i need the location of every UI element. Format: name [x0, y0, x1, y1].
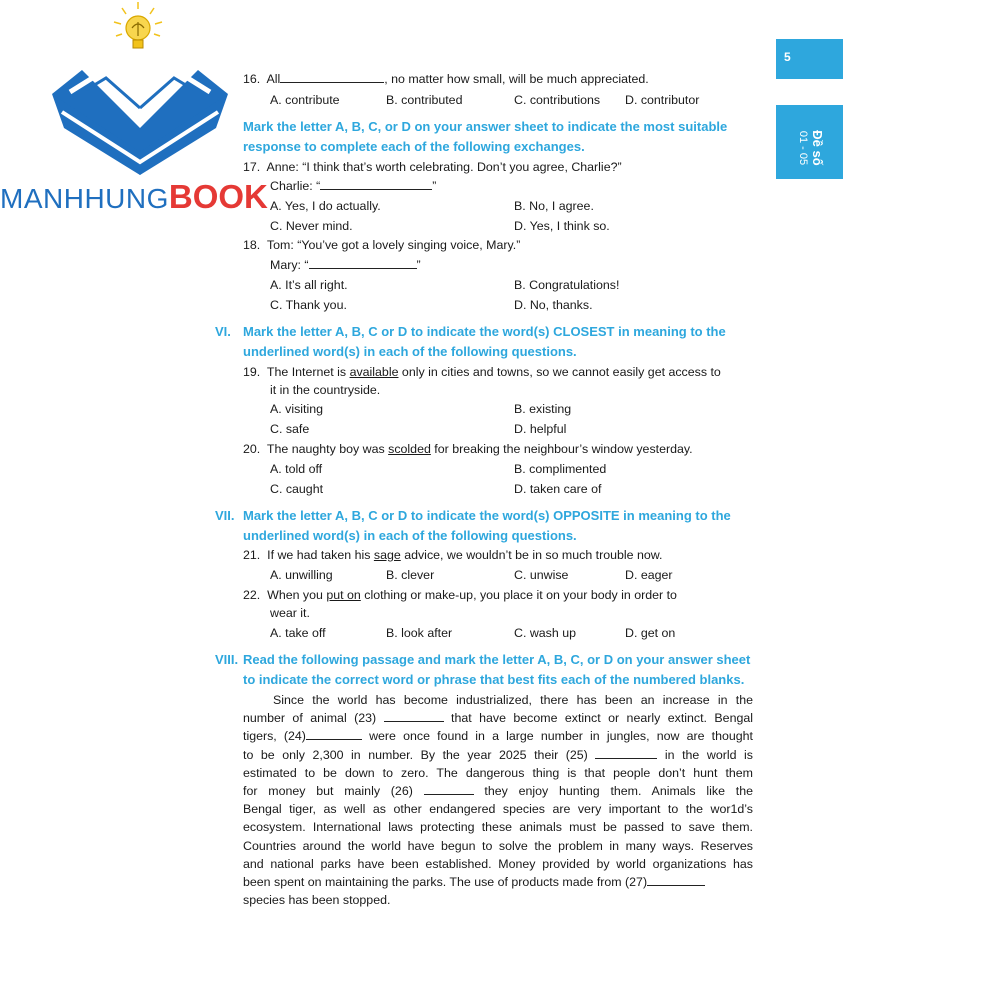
reply-close-quote: ”: [416, 258, 421, 272]
question-number: 17.: [243, 160, 261, 174]
option-17d: D. Yes, I think so.: [514, 219, 610, 233]
passage-text: tigers, (24): [243, 729, 306, 744]
passage-text: Countries around the world have begun to solve the problem in many ways. Reserves: [243, 838, 753, 853]
brand-name: [0, 180, 268, 216]
passage-line: [243, 855, 753, 873]
question-stem-post: for breaking the neighbour’s window yesterday.: [430, 442, 693, 456]
question-19-line2: it in the countryside.: [270, 383, 381, 397]
option-20b: B. complimented: [514, 462, 607, 476]
reply-speaker: Charlie: “: [270, 179, 321, 193]
answer-blank: [320, 178, 432, 190]
section-heading-line: underlined word(s) in each of the following questions.: [243, 344, 577, 359]
passage-text: Bengal tiger, as well as other endangered species are very important to the wor1d’s: [243, 802, 753, 817]
section-tab: [776, 105, 843, 179]
option-19d: D. helpful: [514, 422, 567, 436]
question-18: [243, 236, 520, 254]
passage-text: and national parks have been established. Money provided by world organizations has: [243, 856, 753, 871]
question-17: [243, 158, 622, 176]
section-heading-line: Mark the letter A, B, C or D to indicate the word(s) OPPOSITE in meaning to the: [243, 508, 731, 523]
option-20c: C. caught: [270, 482, 324, 496]
blank-27: [647, 874, 705, 886]
section-heading-viii: [243, 650, 750, 690]
answer-blank: [280, 71, 384, 83]
question-stem-post: , no matter how small, will be much appreciated.: [384, 72, 649, 86]
section-heading-line: Mark the letter A, B, C or D to indicate the word(s) CLOSEST in meaning to the: [243, 324, 726, 339]
passage-line: [243, 782, 753, 800]
passage-text: Since the world has become industrialized, there has been an increase in the: [273, 693, 753, 707]
passage-text: were once found in a large number in jungles, now are thought: [361, 729, 753, 744]
section-heading-line: Read the following passage and mark the letter A, B, C, or D on your answer sheet: [243, 652, 751, 667]
passage-line: [243, 891, 753, 909]
section-heading-line: to indicate the correct word or phrase that best fits each of the numbered blanks.: [243, 672, 745, 687]
passage-line: [243, 818, 753, 836]
passage-text: ecosystem. International laws protecting these animals must be passed to save them.: [243, 820, 753, 835]
underlined-word: available: [349, 365, 399, 379]
option-20d: D. taken care of: [514, 482, 602, 496]
question-number: 19.: [243, 365, 261, 379]
section-heading-vi: [243, 322, 726, 362]
passage-text: number of animal (23): [243, 711, 384, 726]
option-21b: B. clever: [386, 568, 435, 582]
question-number: 21.: [243, 548, 261, 562]
option-20a: A. told off: [270, 462, 323, 476]
option-21a: A. unwilling: [270, 568, 333, 582]
section-heading-line: underlined word(s) in each of the following questions.: [243, 528, 577, 543]
section-tab-label: [796, 111, 824, 185]
option-16b: B. contributed: [386, 93, 463, 107]
passage-text: been spent on maintaining the parks. The use of products made from (27): [243, 875, 648, 890]
option-18d: D. No, thanks.: [514, 298, 593, 312]
option-17a: A. Yes, I do actually.: [270, 199, 381, 213]
passage-line: [243, 691, 753, 709]
passage-line: [243, 727, 753, 745]
option-21c: C. unwise: [514, 568, 569, 582]
blank-26: [424, 783, 474, 795]
passage-line: [243, 873, 753, 891]
reading-passage: [243, 691, 753, 909]
reply-speaker: Mary: “: [270, 258, 309, 272]
option-22c: C. wash up: [514, 626, 576, 640]
answer-blank: [309, 257, 417, 269]
underlined-word: sage: [373, 548, 401, 562]
question-22-line2: wear it.: [270, 606, 310, 620]
publisher-logo: [0, 0, 300, 215]
question-stem-post: clothing or make-up, you place it on your body in order to: [360, 588, 677, 602]
reply-17: [270, 177, 436, 195]
section-heading-line: response to complete each of the following exchanges.: [243, 139, 585, 154]
section-numeral-vii: VII.: [215, 508, 235, 523]
option-18a: A. It’s all right.: [270, 278, 348, 292]
option-22b: B. look after: [386, 626, 453, 640]
question-stem-pre: The Internet is: [266, 365, 350, 379]
passage-text: for money but mainly (26): [243, 784, 424, 799]
question-stem-post: only in cities and towns, so we cannot easily get access to: [398, 365, 721, 379]
question-stem-pre: The naughty boy was: [266, 442, 389, 456]
passage-line: [243, 709, 753, 727]
question-number: 16.: [243, 72, 261, 86]
section-heading-vii: [243, 506, 731, 546]
question-19: [243, 363, 721, 381]
reply-18: [270, 256, 421, 274]
option-21d: D. eager: [625, 568, 673, 582]
question-stem-pre: All: [266, 72, 281, 86]
open-book-icon: [40, 50, 240, 185]
page-number-tab: [776, 39, 843, 79]
underlined-word: put on: [326, 588, 361, 602]
passage-text: estimated to be down to zero. The dangerous thing is that people don’t hunt them: [243, 765, 753, 780]
section-numeral-vi: VI.: [215, 324, 231, 339]
question-number: 22.: [243, 588, 261, 602]
underlined-word: scolded: [388, 442, 431, 456]
passage-text: in the world is: [657, 747, 753, 762]
section-tab-range: 01 - 05: [797, 130, 809, 166]
option-16a: A. contribute: [270, 93, 340, 107]
blank-23: [384, 710, 444, 722]
option-22a: A. take off: [270, 626, 326, 640]
option-18c: C. Thank you.: [270, 298, 347, 312]
passage-line: [243, 746, 753, 764]
passage-text: they enjoy hunting them. Animals like the: [473, 784, 753, 799]
passage-line: [243, 764, 753, 782]
question-22: [243, 586, 677, 604]
option-16d: D. contributor: [625, 93, 700, 107]
question-20: [243, 440, 693, 458]
option-17b: B. No, I agree.: [514, 199, 594, 213]
option-19c: C. safe: [270, 422, 310, 436]
section-tab-title: Đề số: [810, 130, 825, 166]
question-21: [243, 546, 663, 564]
option-22d: D. get on: [625, 626, 676, 640]
question-number: 20.: [243, 442, 261, 456]
passage-text: to be only 2,300 in number. By the year 2025 their (25): [243, 747, 596, 762]
section-heading-line: Mark the letter A, B, C, or D on your answer sheet to indicate the most suitable: [243, 119, 728, 134]
section-heading-exchanges: [243, 117, 727, 157]
question-16: [243, 70, 649, 88]
question-stem: Anne: “I think that’s worth celebrating. Don’t you agree, Charlie?”: [266, 160, 622, 174]
option-18b: B. Congratulations!: [514, 278, 620, 292]
option-19a: A. visiting: [270, 402, 324, 416]
blank-25: [595, 747, 657, 759]
question-stem-pre: If we had taken his: [267, 548, 374, 562]
question-stem-pre: When you: [267, 588, 327, 602]
passage-text: species has been stopped.: [243, 893, 391, 908]
option-17c: C. Never mind.: [270, 219, 353, 233]
question-stem-post: advice, we wouldn’t be in so much trouble now.: [400, 548, 663, 562]
page-number: 5: [784, 50, 791, 64]
option-16c: C. contributions: [514, 93, 601, 107]
section-numeral-viii: VIII.: [215, 652, 239, 667]
option-19b: B. existing: [514, 402, 572, 416]
passage-text: that have become extinct or nearly extinct. Bengal: [443, 711, 753, 726]
question-number: 18.: [243, 238, 261, 252]
question-stem: Tom: “You’ve got a lovely singing voice, Mary.”: [266, 238, 521, 252]
brand-name-part2: BOOK: [168, 178, 268, 215]
passage-line: [243, 837, 753, 855]
brand-name-part1: MANHHUNG: [0, 183, 169, 214]
reply-close-quote: ”: [432, 179, 437, 193]
passage-line: [243, 800, 753, 818]
blank-24: [306, 728, 362, 740]
